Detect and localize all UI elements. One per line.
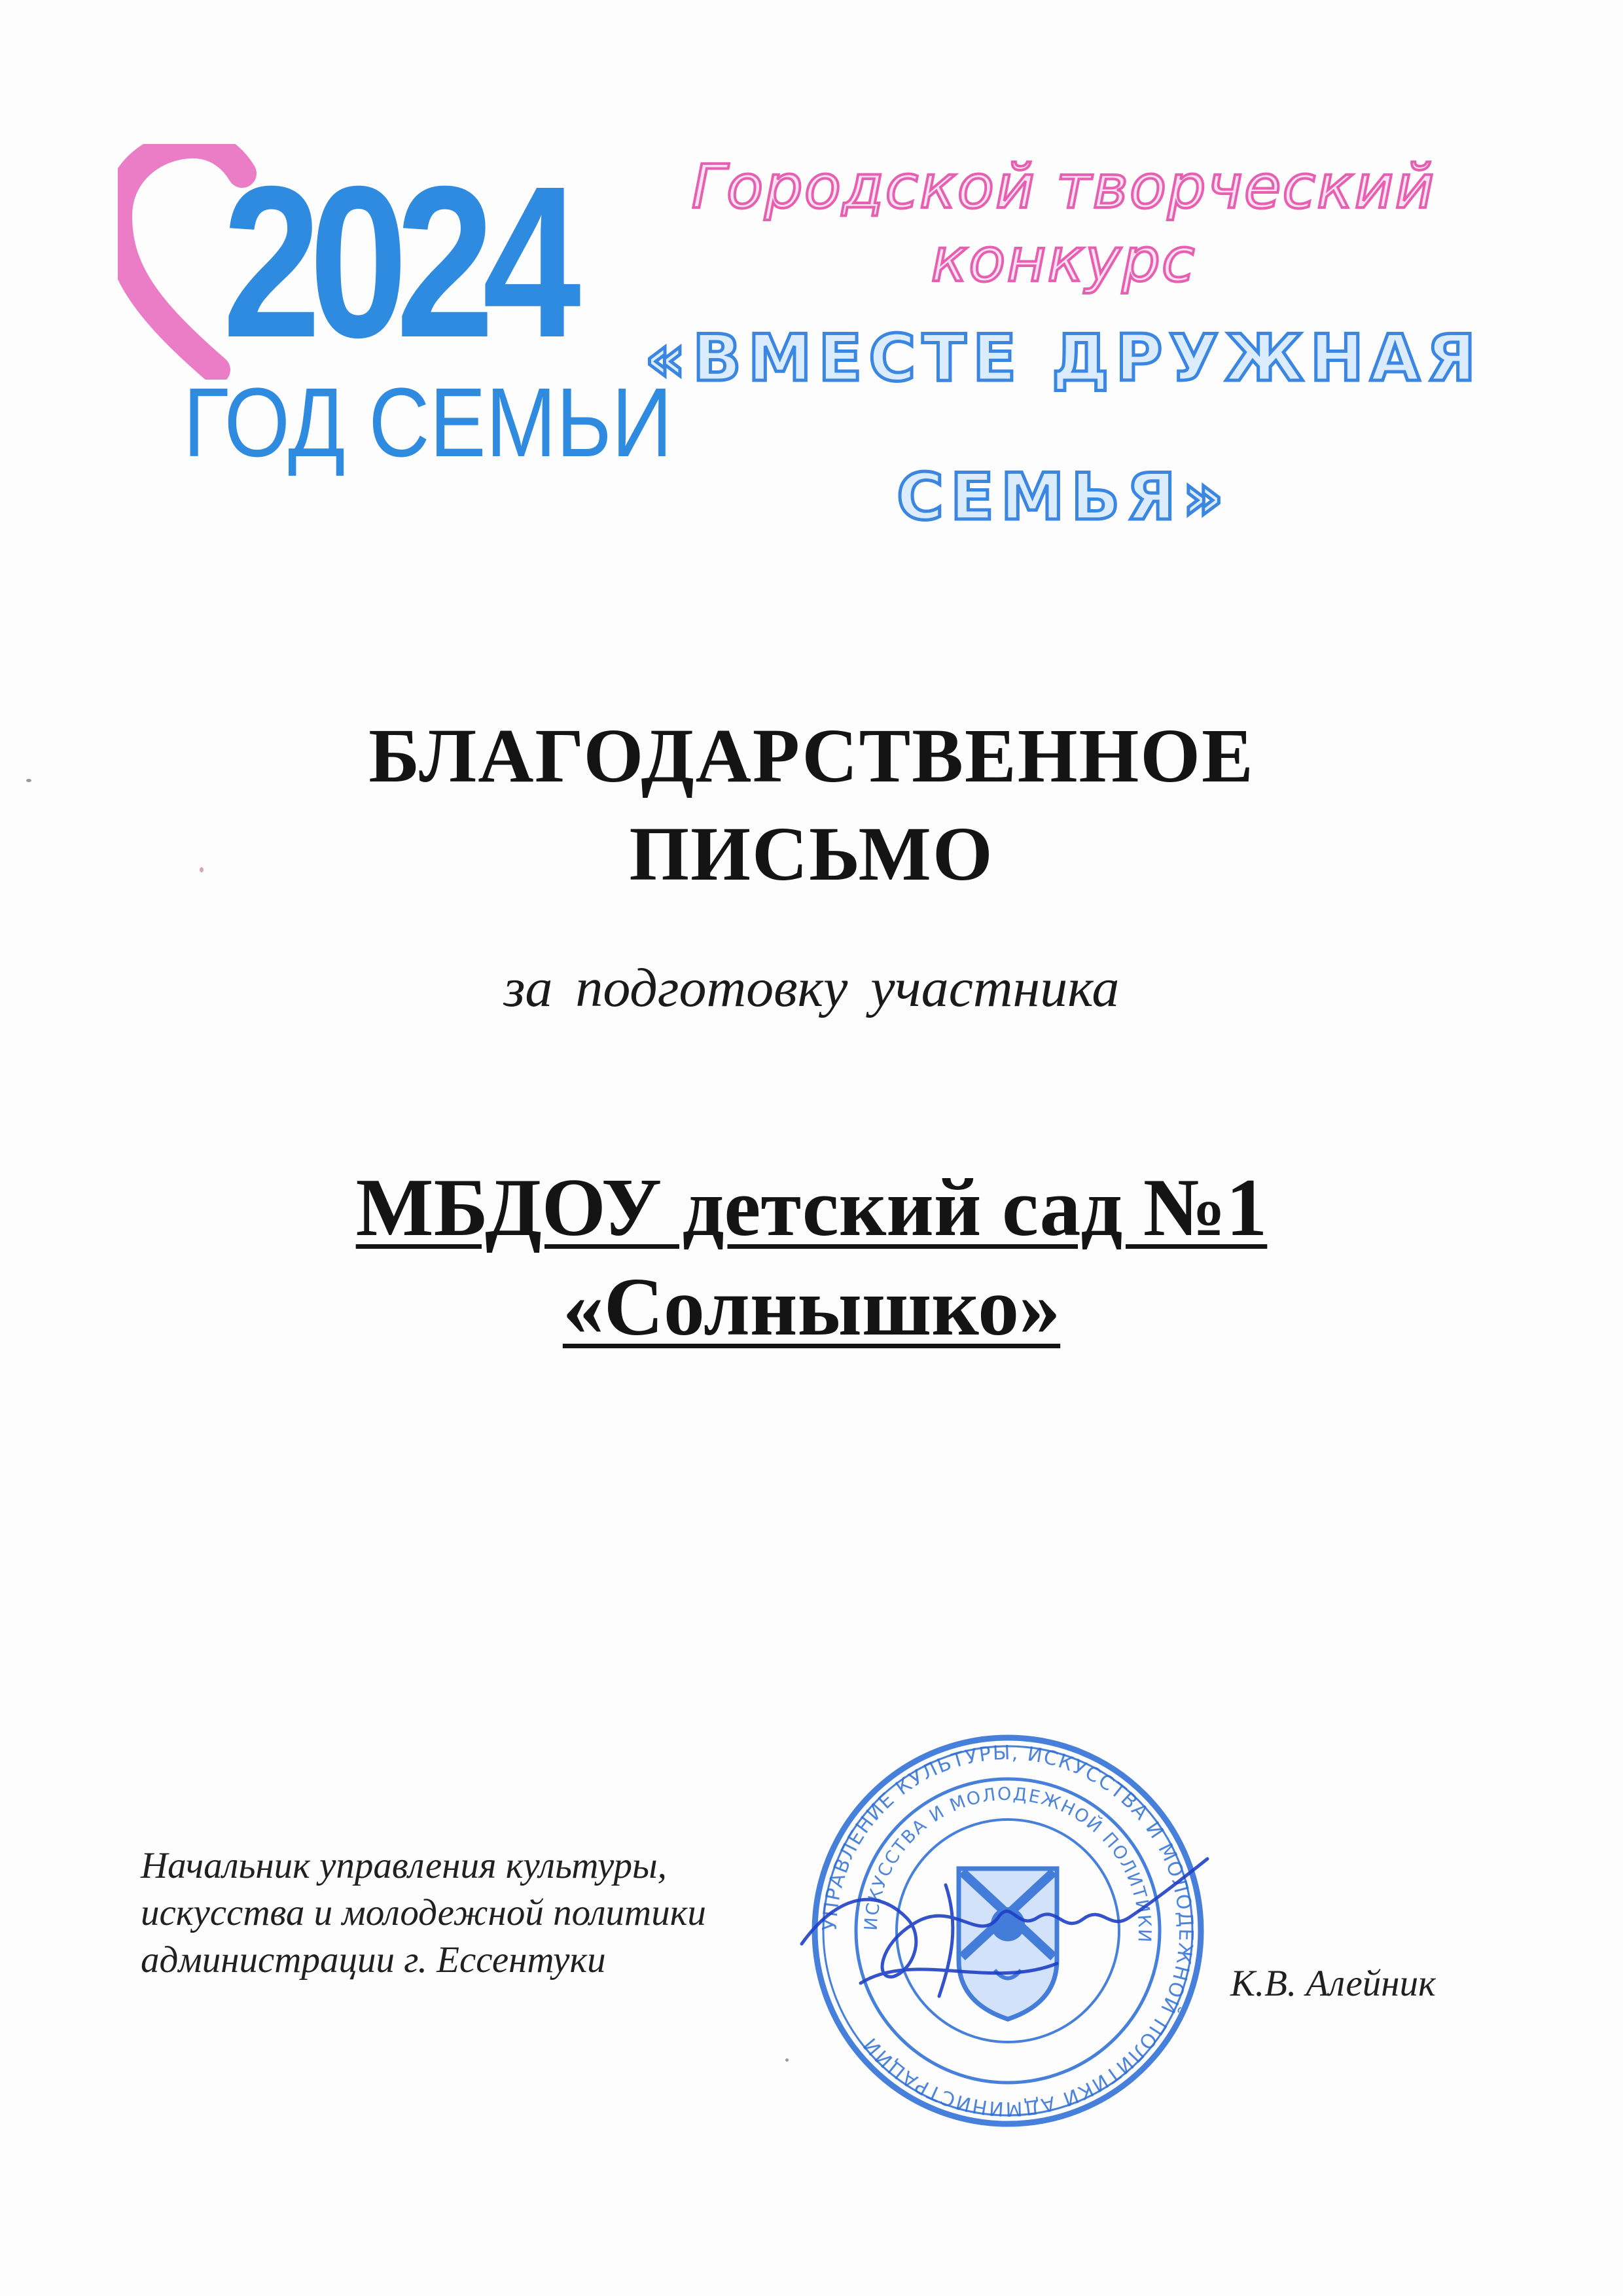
contest-title <box>641 151 1486 537</box>
scan-speck <box>200 867 204 872</box>
logo-subtitle: ГОД СЕМЬИ <box>183 367 673 477</box>
stamp-inner-text: ИСКУССТВА И МОЛОДЕЖНОЙ ПОЛИТИКИ <box>861 1784 1155 1945</box>
heading-line2: ПИСЬМО <box>629 811 994 897</box>
recipient-name <box>0 1158 1623 1357</box>
recipient-line2: «Солнышко» <box>562 1262 1061 1353</box>
signer-position <box>141 1842 808 1984</box>
document-heading <box>0 707 1623 903</box>
stamp-outer-text: УПРАВЛЕНИЕ КУЛЬТУРЫ, ИСКУССТВА И МОЛОДЕЖНОЙ ПОЛИТИКИ АДМИНИСТРАЦИИ <box>818 1741 1198 2121</box>
recipient-line1: МБДОУ детский сад №1 <box>355 1162 1268 1253</box>
contest-name-line2: СЕМЬЯ» <box>897 460 1230 535</box>
signature-icon <box>782 1846 1240 2016</box>
signer-position-line2: искусства и молодежной политики <box>141 1892 706 1933</box>
logo-year: 2024 <box>223 141 569 382</box>
signer-name: К.В. Алейник <box>1230 1963 1436 2004</box>
scan-speck <box>785 2058 789 2062</box>
contest-name-line1: «ВМЕСТЕ ДРУЖНАЯ <box>644 321 1483 396</box>
document-subheading: за подготовку участника <box>503 958 1120 1018</box>
heading-line1: БЛАГОДАРСТВЕННОЕ <box>368 713 1255 798</box>
signer-position-line1: Начальник управления культуры, <box>141 1845 667 1886</box>
contest-title-line1: Городской творческий <box>691 152 1436 222</box>
contest-title-line2: конкурс <box>931 225 1196 295</box>
signer-position-line3: администрации г. Ессентуки <box>141 1939 606 1981</box>
year-of-family-logo <box>118 141 673 484</box>
scan-speck <box>26 779 31 782</box>
